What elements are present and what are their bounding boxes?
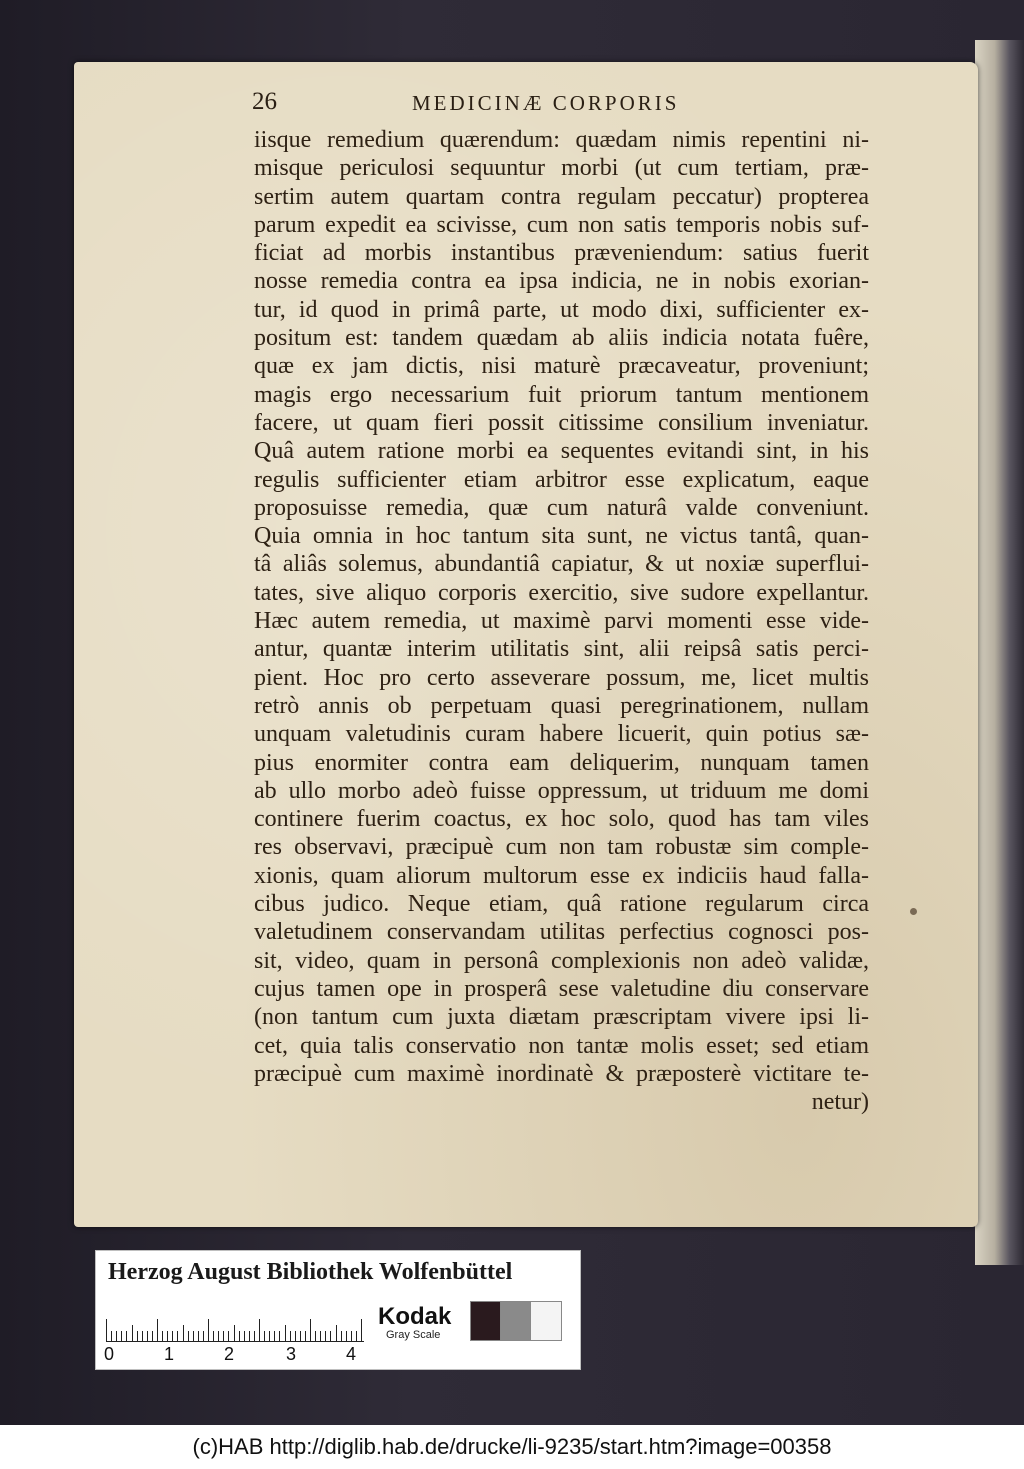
- ruler-tick: [295, 1331, 296, 1341]
- ruler-tick: [167, 1331, 168, 1341]
- text-line: positum est: tandem quædam ab aliis indicia notata fuêre,: [254, 325, 869, 352]
- text-line: xionis, quam aliorum multorum esse ex indiciis haud falla-: [254, 862, 869, 889]
- ruler-tick: [356, 1331, 357, 1341]
- ruler-tick: [259, 1319, 260, 1341]
- ruler-tick: [147, 1331, 148, 1341]
- text-line: tâ aliâs solemus, abundantiâ capiatur, & ut noxiæ superflui-: [254, 551, 869, 578]
- ruler-tick: [183, 1325, 184, 1341]
- text-line: (non tantum cum juxta diætam præscriptam vivere ipsi li-: [254, 1004, 869, 1031]
- text-line: parum expedit ea scivisse, cum non satis temporis nobis suf-: [254, 211, 869, 238]
- text-line: valetudinem conservandam utilitas perfectius cognosci pos-: [254, 919, 869, 946]
- kodak-logo: Kodak: [378, 1303, 452, 1330]
- ruler-tick: [106, 1319, 107, 1341]
- ruler-tick: [121, 1331, 122, 1341]
- ruler-tick: [290, 1331, 291, 1341]
- ruler-tick: [249, 1331, 250, 1341]
- ruler-tick: [234, 1325, 235, 1341]
- text-line: regulis sufficienter etiam arbitror esse explicatum, eaque: [254, 466, 869, 493]
- ruler-tick: [244, 1331, 245, 1341]
- text-line: pius enormiter contra eam deliquerim, nunquam tamen: [254, 749, 869, 776]
- ruler-tick: [198, 1331, 199, 1341]
- ruler-tick: [132, 1325, 133, 1341]
- ruler-tick: [320, 1331, 321, 1341]
- text-line: antur, quantæ interim utilitatis sint, alii reipsâ satis perci-: [254, 636, 869, 663]
- ruler-tick: [330, 1331, 331, 1341]
- ruler-tick: [218, 1331, 219, 1341]
- page-number: 26: [252, 88, 277, 115]
- ruler-tick: [203, 1331, 204, 1341]
- text-line: iisque remedium quærendum: quædam nimis repentini ni-: [254, 127, 869, 153]
- ruler-number: 1: [164, 1344, 175, 1364]
- text-line: tates, sive aliquo corporis exercitio, sive sudore expellantur.: [254, 579, 869, 606]
- library-label-card: [95, 1250, 581, 1370]
- ruler-tick: [157, 1319, 158, 1341]
- institution-name: Herzog August Bibliothek Wolfenbüttel: [108, 1259, 513, 1285]
- ruler-tick: [285, 1325, 286, 1341]
- ruler-tick: [172, 1331, 173, 1341]
- running-title: MEDICINÆ CORPORIS: [412, 91, 680, 115]
- page-edge-strip: [975, 40, 1024, 1265]
- ruler-tick: [336, 1325, 337, 1341]
- text-line: ficiat ad morbis instantibus præveniendum: satius fuerit: [254, 240, 869, 267]
- text-line: unquam valetudinis curam habere licuerit, quin potius sæ-: [254, 721, 869, 748]
- ruler-number: 3: [286, 1344, 297, 1364]
- text-line: ab ullo morbo adeò fuisse oppressum, ut triduum me domi: [254, 777, 869, 804]
- ruler-tick: [310, 1319, 311, 1341]
- gray-scale-label: Gray Scale: [386, 1329, 441, 1341]
- text-line: sertim autem quartam contra regulam peccatur) propterea: [254, 183, 869, 210]
- text-line: pient. Hoc pro certo asseverare possum, me, licet multis: [254, 664, 869, 691]
- text-line: nosse remedia contra ea ipsa indicia, ne in nobis exorian-: [254, 268, 869, 295]
- text-line: tur, id quod in primâ parte, ut modo dixi, sufficienter ex-: [254, 296, 869, 323]
- ruler-tick: [188, 1331, 189, 1341]
- running-head: [252, 88, 712, 124]
- ruler-tick: [274, 1331, 275, 1341]
- text-line: sit, video, quam in personâ complexionis non adeò validæ,: [254, 947, 869, 974]
- ruler-tick: [111, 1331, 112, 1341]
- text-line: præcipuè cum maximè inordinatè & præposterè victitare te-: [254, 1060, 869, 1087]
- ruler-tick: [223, 1331, 224, 1341]
- text-line: quæ ex jam dictis, nisi maturè præcaveatur, proveniunt;: [254, 353, 869, 380]
- text-line: cibus judico. Neque etiam, quâ ratione regularum circa: [254, 891, 869, 918]
- gray-swatch-dark: [470, 1301, 502, 1341]
- ruler-tick: [264, 1331, 265, 1341]
- text-line: cet, quia talis conservatio non tantæ molis esset; sed etiam: [254, 1032, 869, 1059]
- ruler-tick: [137, 1331, 138, 1341]
- text-line: netur): [811, 1089, 869, 1116]
- ruler-number: 4: [346, 1344, 357, 1364]
- text-line: continere fuerim coactus, ex hoc solo, quod has tam viles: [254, 806, 869, 833]
- ruler-tick: [300, 1331, 301, 1341]
- text-line: Quia omnia in hoc tantum sita sunt, ne victus tantâ, quan-: [254, 523, 869, 550]
- ruler-tick: [325, 1331, 326, 1341]
- ruler-tick: [279, 1331, 280, 1341]
- ruler-tick: [152, 1331, 153, 1341]
- copyright-caption: (c)HAB http://diglib.hab.de/drucke/li-9235/start.htm?image=00358: [0, 1425, 1024, 1469]
- ruler-tick: [193, 1331, 194, 1341]
- ruler-tick: [351, 1331, 352, 1341]
- text-line: Hæc autem remedia, ut maximè parvi momenti esse vide-: [254, 608, 869, 635]
- ruler-tick: [162, 1331, 163, 1341]
- body-text: [254, 126, 869, 1116]
- text-line: magis ergo necessarium fuit priorum tantum mentionem: [254, 381, 869, 408]
- ruler-tick: [341, 1331, 342, 1341]
- ruler-tick: [228, 1331, 229, 1341]
- ruler-number: 2: [224, 1344, 235, 1364]
- ruler-tick: [305, 1331, 306, 1341]
- ruler-tick: [254, 1331, 255, 1341]
- measurement-ruler: [106, 1303, 364, 1342]
- text-line: res observavi, præcipuè cum non tam robustæ sim comple-: [254, 834, 869, 861]
- ruler-number: 0: [104, 1344, 115, 1364]
- gray-swatch-mid: [500, 1301, 532, 1341]
- text-line: facere, ut quam fieri possit citissime consilium inveniatur.: [254, 409, 869, 436]
- paper-speck: [910, 908, 917, 915]
- text-line: Quâ autem ratione morbi ea sequentes evitandi sint, in his: [254, 438, 869, 465]
- text-line: cujus tamen ope in prosperâ sese valetudine diu conservare: [254, 975, 869, 1002]
- ruler-tick: [208, 1319, 209, 1341]
- ruler-tick: [116, 1331, 117, 1341]
- ruler-tick: [239, 1331, 240, 1341]
- text-line: retrò annis ob perpetuam quasi peregrinationem, nullam: [254, 692, 869, 719]
- ruler-tick: [142, 1331, 143, 1341]
- text-line: proposuisse remedia, quæ cum naturâ valde conveniunt.: [254, 494, 869, 521]
- ruler-tick: [177, 1331, 178, 1341]
- ruler-tick: [361, 1319, 362, 1341]
- ruler-tick: [269, 1331, 270, 1341]
- text-line: misque periculosi sequuntur morbi (ut cum tertiam, præ-: [254, 155, 869, 182]
- ruler-tick: [346, 1331, 347, 1341]
- gray-swatch-light: [530, 1301, 562, 1341]
- ruler-tick: [126, 1331, 127, 1341]
- ruler-tick: [315, 1331, 316, 1341]
- ruler-tick: [213, 1331, 214, 1341]
